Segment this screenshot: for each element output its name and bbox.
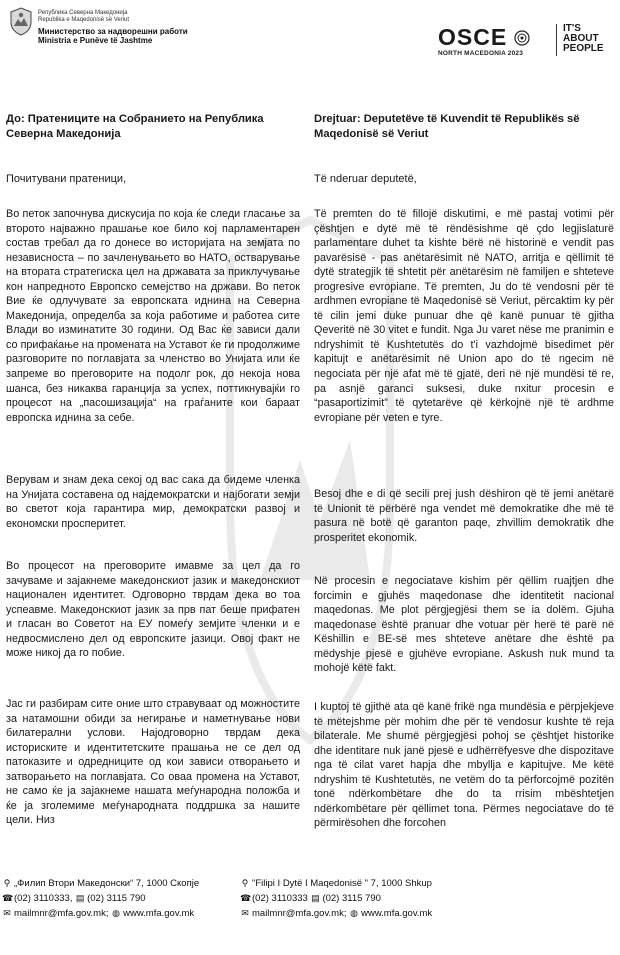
logo-divider xyxy=(556,24,557,56)
paragraph-al-1: Të premten do të fillojë diskutimi, e më pastaj votimi për çështjen e dytë më të rëndësishme që çdo legjislaturë parlamentare duhet ta kishte bërë në historinë e vendit pas pavarësisë - pas anëtarësimit në NATO, arritja e qëllimit të dytë strategjik të shtetit për anëtarësim në familjen e shteteve progresive evropiane. Të premten, Ju do të vendosni për të ardhmen evropiane të Maqedonisë së Veriut, përcaktim ky për të cilin jemi duke punuar dhe që kanë punuar të gjitha Qeveritë në 30 vitet e fundit. Nga Ju varet nëse me pranimin e ndryshimit të Kushtetutës do t'i vazhdojmë bisedimet për kapitujt e anëtarësimit në Union apo do të ngecim në negociata për një afat më të gjatë, deri në një mundësi të re, pa asnjë garanci suksesi, duke nxitur procesin e “pasaportizimit” të qytetarëve që kërkojnë një të ardhme evropiane për veten e tyre. xyxy=(314,208,614,424)
email-icon: ✉ xyxy=(3,908,11,918)
paragraph-al-3: Në procesin e negociatave kishim për qëllim ruajtjen dhe forcimin e gjuhës maqedonase dhe identitetit nacional maqedonas. Me plot përgjegjësi them se ia dolëm. Gjuha maqedonase është pranuar dhe votuar për herë të parë në Këshillin e BE-së mes shteteve anëtare dhe është pa mëdyshje pjesë e gjuhëve evropiane. Askush nuk mund ta mohojë këtë fakt. xyxy=(314,575,614,675)
osce-wordmark: OSCE xyxy=(438,24,508,50)
paragraph-mk-2: Верувам и знам дека секој од вас сака да бидеме членка на Унијата составена од најдемократски и најбогати земји во светот која гарантира мир, демократски развој и економски просперитет. xyxy=(6,474,300,530)
addressee-heading-mk: До: Пратениците на Собранието на Република Северна Македонија xyxy=(6,113,264,140)
footer-address-row xyxy=(240,876,432,891)
location-pin-icon: ⚲ xyxy=(3,878,11,888)
slogan-line: ABOUT xyxy=(563,33,599,45)
greeting-mk: Почитувани пратеници, xyxy=(6,173,127,185)
country-name-mk: Република Северна Македонија xyxy=(38,10,128,16)
letterhead xyxy=(0,0,620,80)
phone-icon: ☎ xyxy=(2,893,14,903)
paragraph-mk-3: Во процесот на преговорите имавме за цел да го зачуваме и зајакнеме македонскиот јазик и македонскиот национален идентитет. Одговорно тврдам дека во тоа успеавме. Македонскиот јазик за прв пат беше прифатен и гласан во Советот на ЕУ помеѓу земјите членки и е недвосмислено дел од европските јазици. Овој факт не може никој да го побие. xyxy=(6,560,300,660)
footer-website[interactable]: www.mfa.gov.mk xyxy=(361,908,433,919)
footer-web-row xyxy=(240,906,432,921)
footer-contact-mk xyxy=(2,876,199,921)
slogan xyxy=(563,24,604,55)
footer-contact-al xyxy=(240,876,432,921)
ministry-name-al: Ministria e Punëve të Jashtme xyxy=(38,35,153,45)
globe-icon: ◍ xyxy=(112,908,121,918)
osce-logo xyxy=(438,24,548,57)
slogan-line: IT'S xyxy=(563,23,581,34)
phone-icon: ☎ xyxy=(240,893,252,903)
slogan-line: PEOPLE xyxy=(563,43,604,55)
footer-fax: (02) 3115 790 xyxy=(322,893,381,904)
location-pin-icon: ⚲ xyxy=(241,878,249,888)
footer-phone: (02) 3110333 xyxy=(14,893,70,904)
paragraph-al-4: I kuptoj të gjithë ata që kanë frikë nga mundësia e përpjekjeve të mëtejshme për mohim dhe për të vendosur kushte të reja bilaterale. Me shumë përgjegjësi pohoj se çështjet historike dhe identitare nuk janë pjesë e udhërrëfyesve dhe dispozitave nga të cilat varet hapja dhe mbyllja e kapitujve. Me këtë ndryshim të Kushtetutës, ne vetëm do ta përforcojmë pozitën tonë ndërkombëtare dhe do ta rrisim mbështetjen ndërkombëtare për qëllimet tona. Përmes negociatave do të përmirësohen dhe forcohen xyxy=(314,701,614,830)
ministry-name-mk: Министерство за надворешни работи xyxy=(38,26,188,36)
fax-icon: ▤ xyxy=(311,893,320,903)
footer-email[interactable]: mailmnr@mfa.gov.mk; xyxy=(252,908,347,919)
footer-phone: (02) 3110333 xyxy=(252,893,308,904)
footer-phone-row: ☎(02) 3110333, ▤ (02) 3115 790 xyxy=(2,893,146,904)
footer-website[interactable]: www.mfa.gov.mk xyxy=(123,908,195,919)
email-icon: ✉ xyxy=(241,908,249,918)
globe-icon: ◍ xyxy=(350,908,359,918)
osce-chairmanship-label: NORTH MACEDONIA 2023 xyxy=(438,50,524,57)
coat-of-arms-icon xyxy=(8,6,34,36)
footer-address: "Filipi I Dytë I Maqedonisë " 7, 1000 Shkup xyxy=(252,878,432,889)
osce-emblem-icon xyxy=(514,30,530,46)
footer-web-row xyxy=(2,906,199,921)
footer-fax: (02) 3115 790 xyxy=(87,893,146,904)
paragraph-mk-1: Во петок започнува дискусија по која ќе следи гласање за второто најважно прашање кое било кој парламентарен состав требал да го донесе во историјата на земјата по независноста – по зачленувањето во НАТО, остварувањe на втората стратегиска цел на државата за приклучување кон напредното Европско семејство на држави. Во петок Вие ќе одлучувате за европската иднина на Северна Македонија, определба за која работиме и работеа сите Влади во изминатите 30 години. Од Вас ќе зависи дали со прифаќање на промената на Уставот ќе ги продолжиме разговорите по поглавјата за членство во Унијата или ќе запреме во преговорите на подолг рок, до некоја нова шанса, без никаква гаранција за успех, поттикнувајќи го процесот на „пасошизација“ на граѓаните кои бараат европска иднина за себе. xyxy=(6,208,300,424)
addressee-heading-al: Drejtuar: Deputetëve të Kuvendit të Republikës së Maqedonisë së Veriut xyxy=(314,113,580,140)
ministry-name-block xyxy=(38,10,188,45)
fax-icon: ▤ xyxy=(75,893,85,903)
footer-phone-row xyxy=(240,891,432,906)
paragraph-al-2: Besoj dhe e di që secili prej jush dëshiron që të jemi anëtarë të Unionit të përbërë nga vendet më demokratike dhe më të pasura në botë që garanton paqe, zhvillim demokratik dhe prosperitet ekonomik. xyxy=(314,488,614,544)
footer-email[interactable]: mailmnr@mfa.gov.mk; xyxy=(14,908,109,919)
footer-address-row xyxy=(2,876,199,891)
paragraph-mk-4: Јас ги разбирам сите оние што стравуваат од можностите за натамошни обиди за негирање и наметнување нови билатерални услови. Најодговорно тврдам дека историските и идентитетските прашања не се дел од патоказите и одредниците од кои зависи отворањето и затворањето на поглавјата. Со оваа промена на Уставот, не само ќе ја зајакнеме нашата меѓународна положба и ќе ја зголемиме меѓународната поддршка за нашите цели. Низ xyxy=(6,698,300,827)
country-name-al: Republika e Maqedonisë së Veriut xyxy=(38,16,130,23)
greeting-al: Të nderuar deputetë, xyxy=(314,173,417,185)
footer-address: „Филип Втори Македонски“ 7, 1000 Скопје xyxy=(14,878,200,889)
